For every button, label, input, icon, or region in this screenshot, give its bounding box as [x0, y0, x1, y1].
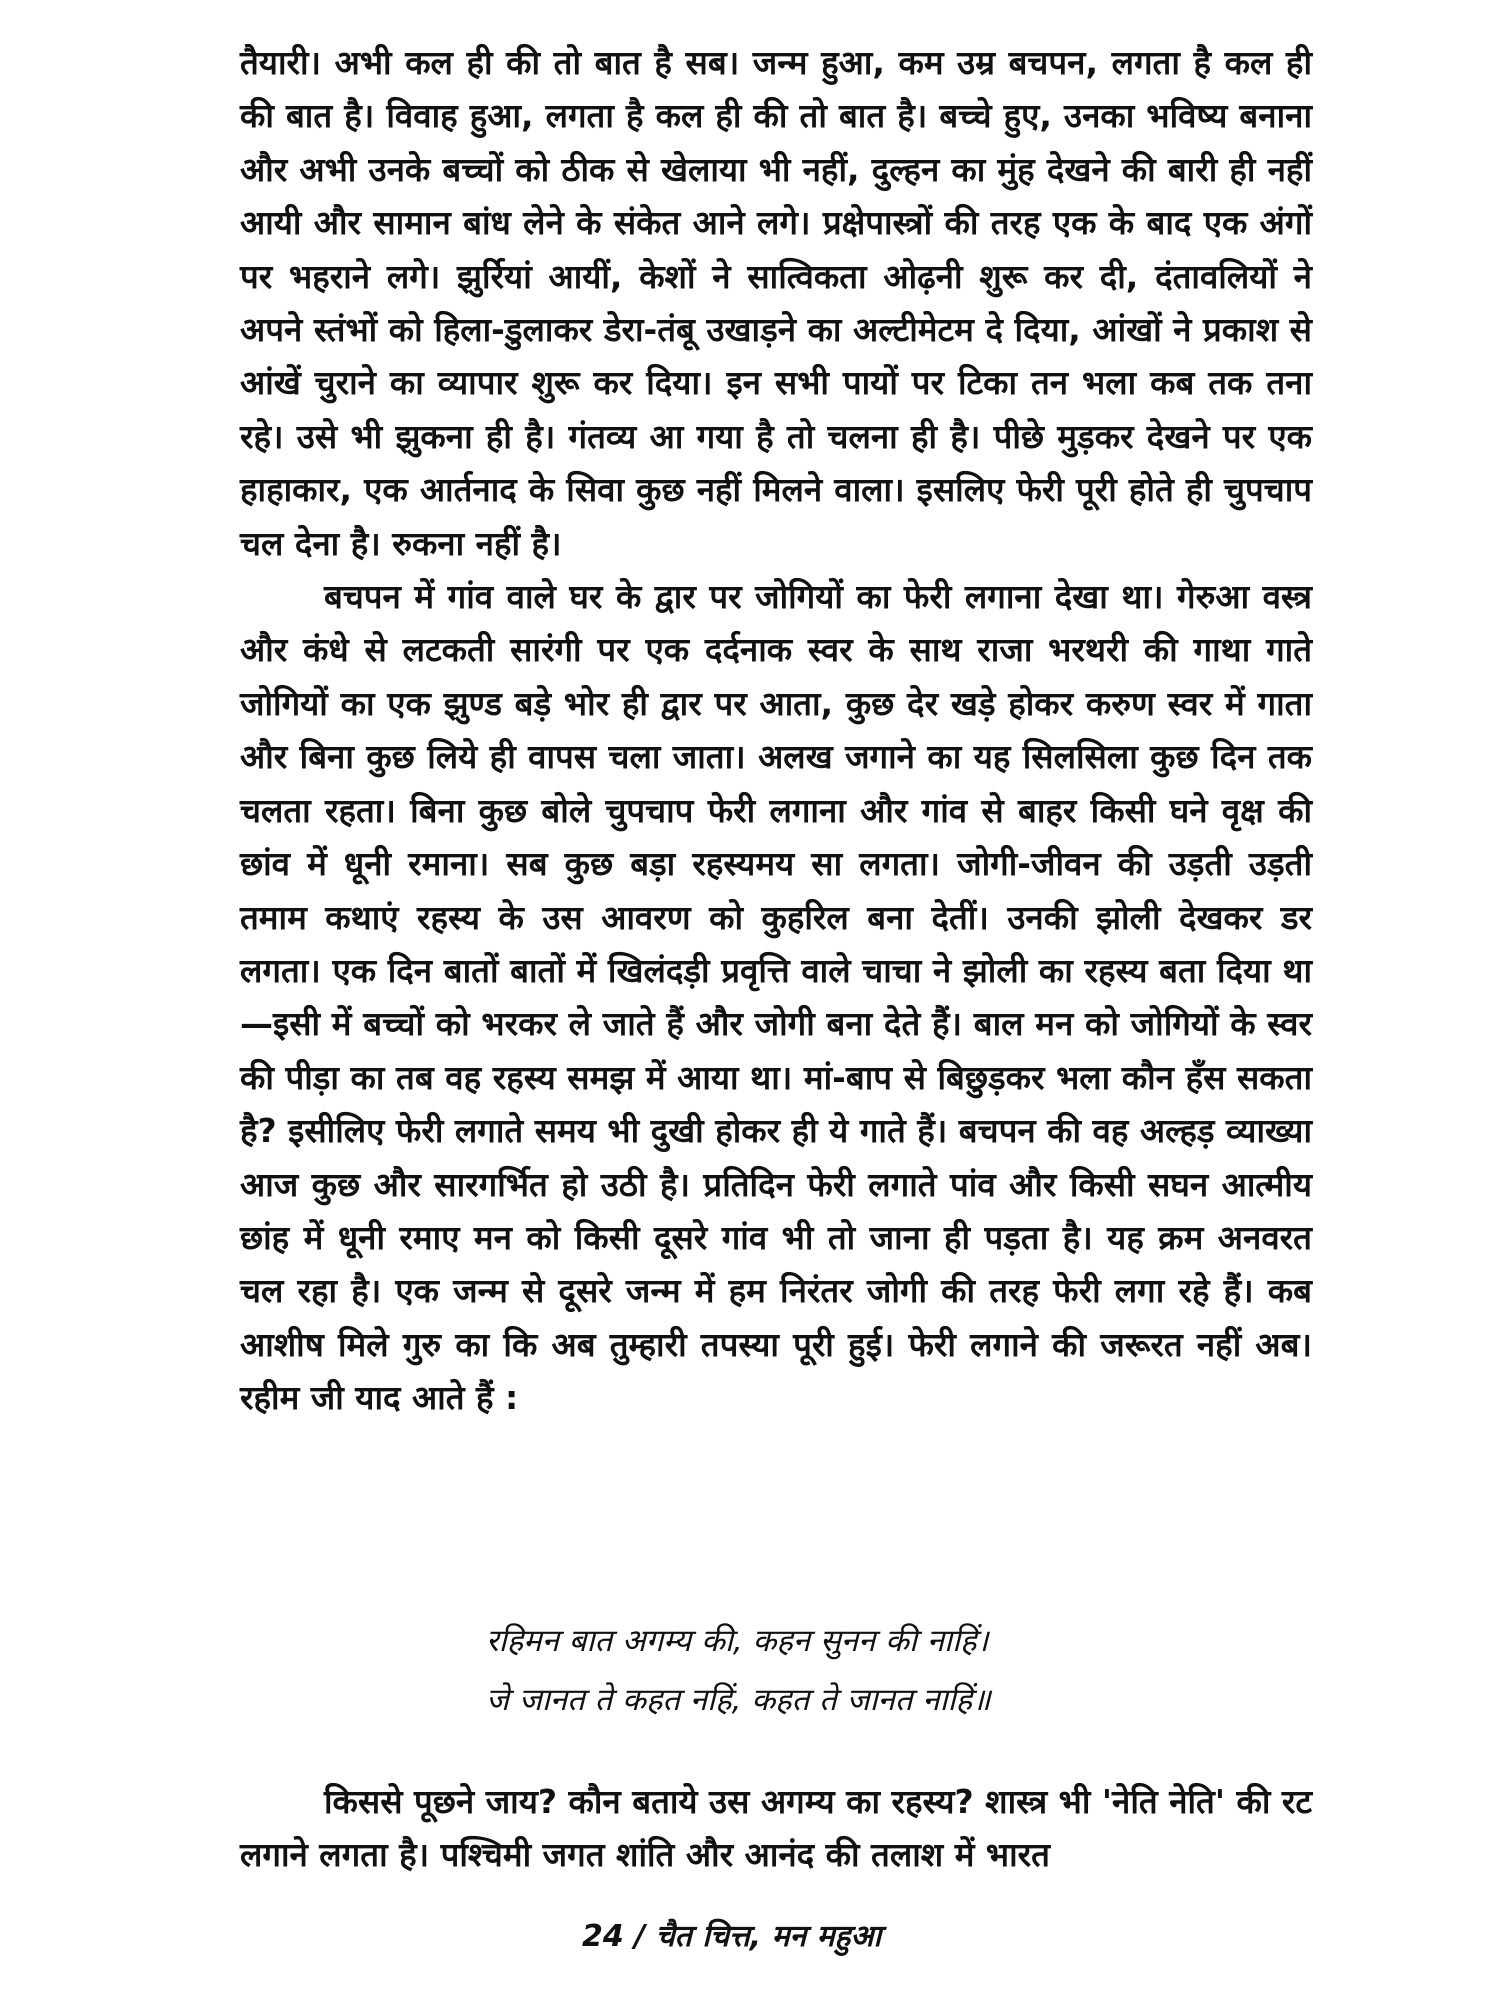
- closing-paragraph: किससे पूछने जाय? कौन बताये उस अगम्य का रहस्य? शास्त्र भी 'नेति नेति' की रट लगाने लगता है। पश्चिमी जगत शांति और आनंद की तलाश में भारत: [240, 1782, 1312, 1875]
- verse-couplet: [486, 1612, 1186, 1730]
- paragraph-1: तैयारी। अभी कल ही की तो बात है सब। जन्म हुआ, कम उम्र बचपन, लगता है कल ही की बात है। विवाह हुआ, लगता है कल ही की तो बात है। बच्चे हुए, उनका भविष्य बनाना और अभी उनके बच्चों को ठीक से खेलाया भी नहीं, दुल्हन का मुंह देखने की बारी ही नहीं आयी और सामान बांध लेने के संकेत आने लगे। प्रक्षेपास्त्रों की तरह एक के बाद एक अंगों पर भहराने लगे। झुर्रियां आयीं, केशों ने सात्विकता ओढ़नी शुरू कर दी, दंतावलियों ने अपने स्तंभों को हिला-डुलाकर डेरा-तंबू उखाड़ने का अल्टीमेटम दे दिया, आंखों ने प्रकाश से आंखें चुराने का व्यापार शुरू कर दिया। इन सभी पायों पर टिका तन भला कब तक तना रहे। उसे भी झुकना ही है। गंतव्य आ गया है तो चलना ही है। पीछे मुड़कर देखने पर एक हाहाकार, एक आर्तनाद के सिवा कुछ नहीं मिलने वाला। इसलिए फेरी पूरी होते ही चुपचाप चल देना है। रुकना नहीं है।: [240, 43, 1312, 563]
- body-text: [240, 36, 1312, 1425]
- page-footer: 24 / चैत चित्त, मन महुआ: [582, 1919, 882, 1954]
- verse-line-2: जे जानत ते कहत नहिं, कहत ते जानत नाहिं॥: [486, 1682, 991, 1718]
- verse-line-1: रहिमन बात अगम्य की, कहन सुनन की नाहिं।: [486, 1623, 989, 1659]
- paragraph-2: बचपन में गांव वाले घर के द्वार पर जोगियों का फेरी लगाना देखा था। गेरुआ वस्त्र और कंधे से लटकती सारंगी पर एक दर्दनाक स्वर के साथ राजा भरथरी की गाथा गाते जोगियों का एक झुण्ड बड़े भोर ही द्वार पर आता, कुछ देर खड़े होकर करुण स्वर में गाता और बिना कुछ लिये ही वापस चला जाता। अलख जगाने का यह सिलसिला कुछ दिन तक चलता रहता। बिना कुछ बोले चुपचाप फेरी लगाना और गांव से बाहर किसी घने वृक्ष की छांव में धूनी रमाना। सब कुछ बड़ा रहस्यमय सा लगता। जोगी-जीवन की उड़ती उड़ती तमाम कथाएं रहस्य के उस आवरण को कुहरिल बना देतीं। उनकी झोली देखकर डर लगता। एक दिन बातों बातों में खिलंदड़ी प्रवृत्ति वाले चाचा ने झोली का रहस्य बता दिया था—इसी में बच्चों को भरकर ले जाते हैं और जोगी बना देते हैं। बाल मन को जोगियों के स्वर की पीड़ा का तब वह रहस्य समझ में आया था। मां-बाप से बिछुड़कर भला कौन हँस सकता है? इसीलिए फेरी लगाते समय भी दुखी होकर ही ये गाते हैं। बचपन की वह अल्हड़ व्याख्या आज कुछ और सारगर्भित हो उठी है। प्रतिदिन फेरी लगाते पांव और किसी सघन आत्मीय छांह में धूनी रमाए मन को किसी दूसरे गांव भी तो जाना ही पड़ता है। यह क्रम अनवरत चल रहा है। एक जन्म से दूसरे जन्म में हम निरंतर जोगी की तरह फेरी लगा रहे हैं। कब आशीष मिले गुरु का कि अब तुम्हारी तपस्या पूरी हुई। फेरी लगाने की जरूरत नहीं अब। रहीम जी याद आते हैं :: [240, 577, 1312, 1418]
